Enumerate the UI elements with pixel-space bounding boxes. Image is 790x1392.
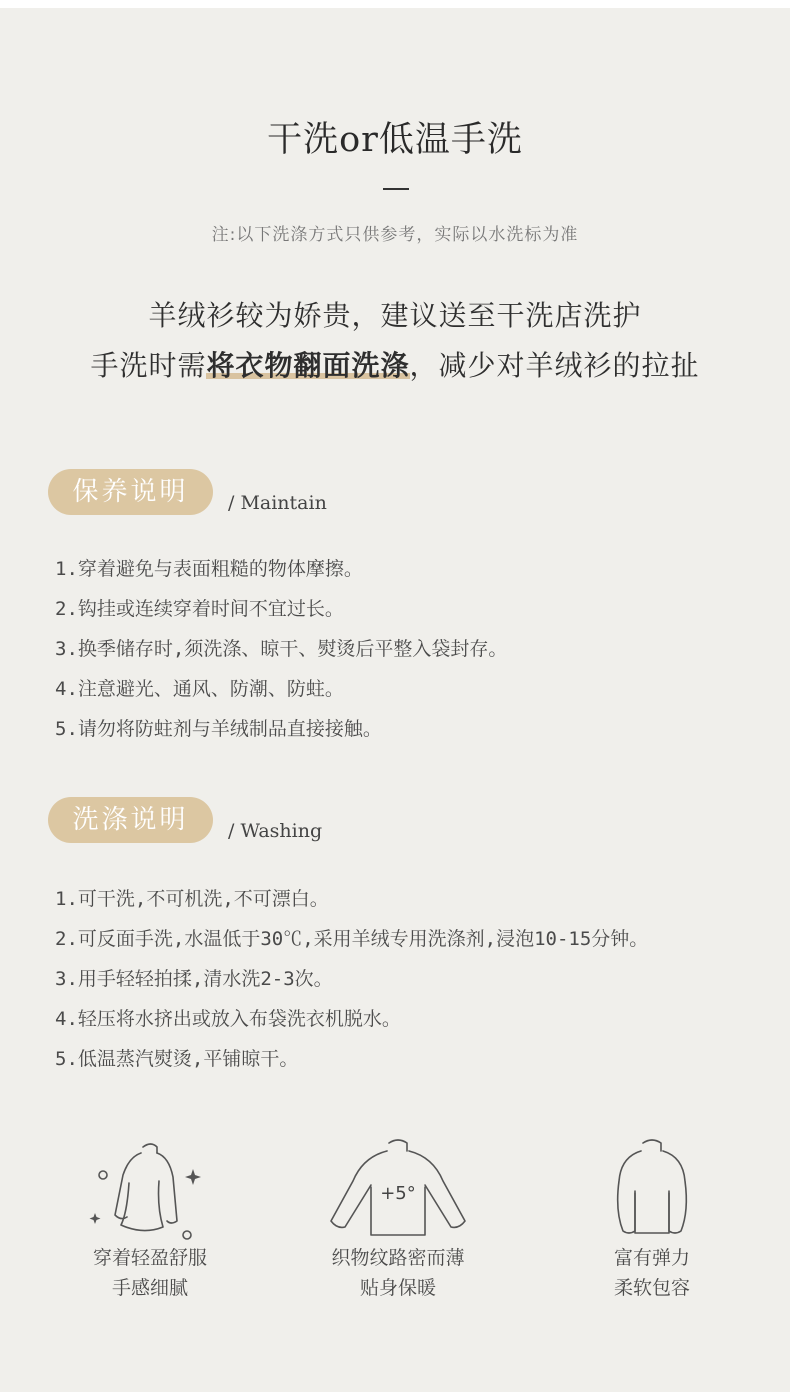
list-item: 4.轻压将水挤出或放入布袋洗衣机脱水。 xyxy=(55,1008,401,1030)
washing-section-subtitle: / Washing xyxy=(228,820,323,842)
list-item: 2.可反面手洗,水温低于30℃,采用羊绒专用洗涤剂,浸泡10-15分钟。 xyxy=(55,928,649,950)
washing-list xyxy=(55,879,648,1079)
list-item: 2.钩挂或连续穿着时间不宜过长。 xyxy=(55,598,344,620)
intro-line-1: 羊绒衫较为娇贵，建议送至干洗店洗护 xyxy=(148,299,642,332)
maintain-section-subtitle: / Maintain xyxy=(228,492,327,514)
list-item: 3.用手轻轻拍揉,清水洗2-3次。 xyxy=(55,968,333,990)
sweater-elastic-icon xyxy=(587,1133,717,1243)
list-item: 5.低温蒸汽熨烫,平铺晾干。 xyxy=(55,1048,299,1070)
maintain-list xyxy=(55,549,507,749)
maintain-section-badge: 保养说明 xyxy=(48,469,213,515)
sweater-warm-icon xyxy=(323,1133,473,1243)
list-item: 5.请勿将防蛀剂与羊绒制品直接接触。 xyxy=(55,718,382,740)
page-title: 干洗or低温手洗 xyxy=(267,120,523,160)
title-divider xyxy=(383,188,409,190)
feature-lightweight xyxy=(30,1133,270,1303)
intro-line-2 xyxy=(0,344,790,384)
feature-warm xyxy=(278,1133,518,1303)
feature-caption: 富有弹力 xyxy=(613,1247,690,1269)
sweater-sparkle-icon xyxy=(85,1133,215,1243)
list-item: 4.注意避光、通风、防潮、防蛀。 xyxy=(55,678,344,700)
intro-line-2-before: 手洗时需 xyxy=(90,349,207,382)
product-care-panel xyxy=(0,8,790,1392)
intro-line-2-after: ，减少对羊绒衫的拉扯 xyxy=(409,349,700,382)
reference-note: 注:以下洗涤方式只供参考，实际以水洗标为准 xyxy=(211,225,579,245)
list-item: 3.换季储存时,须洗涤、晾干、熨烫后平整入袋封存。 xyxy=(55,638,508,660)
feature-caption: 手感细腻 xyxy=(111,1277,188,1299)
feature-caption: 贴身保暖 xyxy=(359,1277,436,1299)
warmth-label: +5° xyxy=(380,1183,416,1204)
intro-highlight: 将衣物翻面洗涤 xyxy=(206,349,410,382)
washing-section-badge: 洗涤说明 xyxy=(48,797,213,843)
list-item: 1.可干洗,不可机洗,不可漂白。 xyxy=(55,888,329,910)
feature-caption: 织物纹路密而薄 xyxy=(331,1247,465,1269)
feature-caption: 穿着轻盈舒服 xyxy=(92,1247,207,1269)
feature-caption: 柔软包容 xyxy=(613,1277,690,1299)
list-item: 1.穿着避免与表面粗糙的物体摩擦。 xyxy=(55,558,363,580)
feature-elastic xyxy=(532,1133,772,1303)
